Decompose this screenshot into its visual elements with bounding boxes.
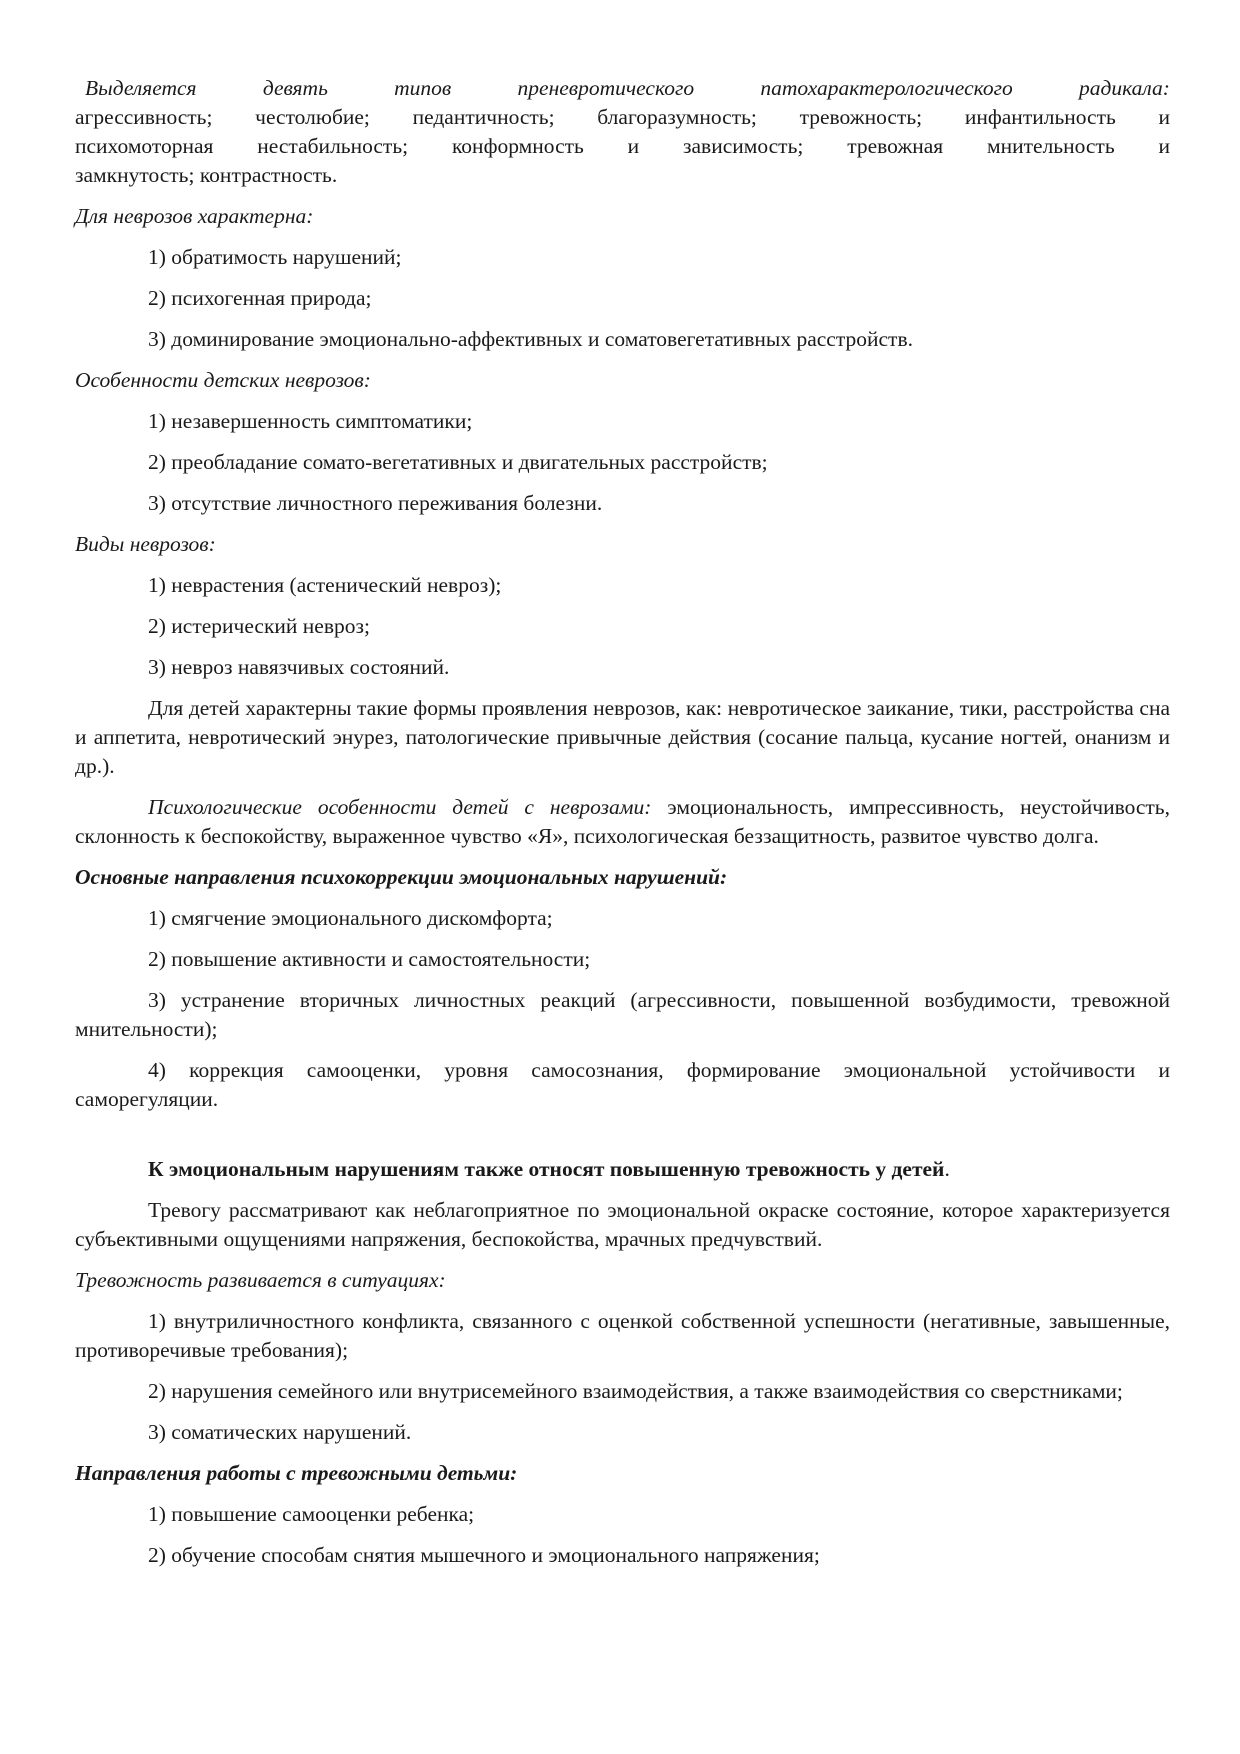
section-heading: Тревожность развивается в ситуациях: (75, 1268, 446, 1292)
intro-line: агрессивность; честолюбие; педантичность; благоразумность; тревожность; инфантильность и (75, 105, 1170, 129)
intro-word: типов (394, 76, 452, 100)
list-item: 3) отсутствие личностного переживания болезни. (148, 491, 603, 515)
list-item: 4) коррекция самооценки, уровня самосознания, формирование эмоциональной устойчивости и саморегуляции. (75, 1058, 1170, 1111)
intro-lead (75, 74, 1170, 103)
anxiety-title (75, 1155, 1170, 1184)
section-heading: Виды неврозов: (75, 532, 216, 556)
anxiety-title-text: К эмоциональным нарушениям также относят повышенную тревожность у детей (148, 1157, 945, 1181)
document-page (75, 74, 1170, 1570)
section-heading-bold: Основные направления психокоррекции эмоциональных нарушений: (75, 865, 728, 889)
intro-word: девять (262, 76, 328, 100)
intro-word: патохарактерологического (760, 76, 1013, 100)
list-item: 2) повышение активности и самостоятельности; (148, 947, 591, 971)
list-item: 1) внутриличностного конфликта, связанного с оценкой собственной успешности (негативные, завышенные, противоречивые требования); (75, 1309, 1170, 1362)
list-item: 1) обратимость нарушений; (148, 245, 402, 269)
intro-word: преневротического (517, 76, 695, 100)
list-item: 2) обучение способам снятия мышечного и эмоционального напряжения; (148, 1543, 820, 1567)
intro-line: психомоторная нестабильность; конформность и зависимость; тревожная мнительность и (75, 134, 1170, 158)
forms-paragraph: Для детей характерны такие формы проявления неврозов, как: невротическое заикание, тики, расстройства сна и аппетита, невротический энурез, патологические привычные действия (сосание пальца, кусание ногтей, онанизм и др.). (75, 696, 1170, 778)
section-heading-bold: Направления работы с тревожными детьми: (75, 1461, 518, 1485)
list-item: 2) нарушения семейного или внутрисемейного взаимодействия, а также взаимодействия со сверстниками; (148, 1379, 1123, 1403)
section-heading: Особенности детских неврозов: (75, 368, 371, 392)
intro-word: радикала: (1079, 76, 1170, 100)
list-item: 1) смягчение эмоционального дискомфорта; (148, 906, 553, 930)
list-item: 3) доминирование эмоционально-аффективных и соматовегетативных расстройств. (148, 327, 913, 351)
list-item: 1) неврастения (астенический невроз); (148, 573, 502, 597)
list-item: 1) незавершенность симптоматики; (148, 409, 473, 433)
list-item: 3) устранение вторичных личностных реакций (агрессивности, повышенной возбудимости, тревожной мнительности); (75, 988, 1170, 1041)
intro-line: замкнутость; контрастность. (75, 163, 338, 187)
list-item: 1) повышение самооценки ребенка; (148, 1502, 475, 1526)
list-item: 3) соматических нарушений. (148, 1420, 412, 1444)
list-item: 2) истерический невроз; (148, 614, 370, 638)
psych-paragraph (75, 793, 1170, 851)
list-item: 3) невроз навязчивых состояний. (148, 655, 450, 679)
list-item: 2) преобладание сомато-вегетативных и двигательных расстройств; (148, 450, 768, 474)
anxiety-title-end: . (944, 1157, 950, 1181)
anxiety-definition: Тревогу рассматривают как неблагоприятное по эмоциональной окраске состояние, которое характеризуется субъективными ощущениями напряжения, беспокойства, мрачных предчувствий. (75, 1198, 1170, 1251)
psych-text: эмоциональность, импрессивность, неустойчивость, склонность к беспокойству, выраженное чувство «Я», психологическая беззащитность, развитое чувство долга. (75, 795, 1170, 848)
psych-lead: Психологические особенности детей с неврозами: (148, 795, 652, 819)
list-item: 2) психогенная природа; (148, 286, 372, 310)
intro-word: Выделяется (85, 76, 197, 100)
section-heading: Для неврозов характерна: (75, 204, 314, 228)
